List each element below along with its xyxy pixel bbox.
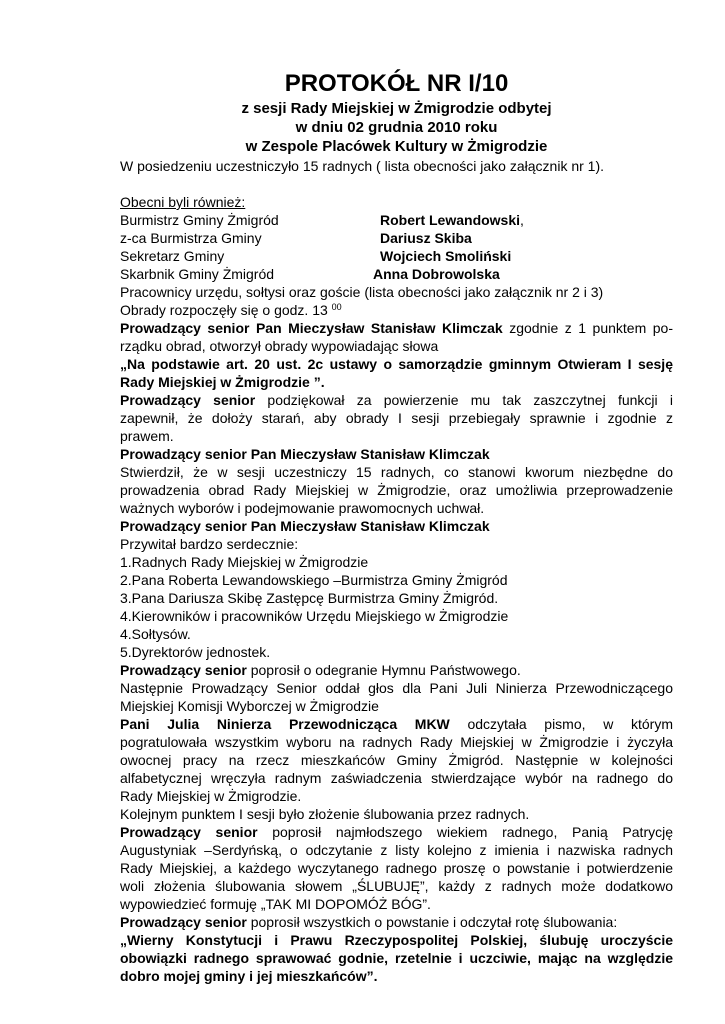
list-item: 2.Pana Roberta Lewandowskiego –Burmistrza Gminy Żmigród — [120, 572, 508, 588]
list-item: 4.Sołtysów. — [120, 626, 191, 642]
official-row — [120, 229, 673, 247]
paragraph-line: Pani Julia Ninierza Przewodnicząca MKW odczytała pismo, w którym — [120, 716, 673, 732]
paragraph-line: Augustyniak –Serdyńską, o odczytanie z listy kolejno z imienia i nazwiska radnych — [120, 842, 673, 858]
subtitle-line-1: z sesji Rady Miejskiej w Żmigrodzie odbytej — [241, 100, 552, 117]
opening-quote: Rady Miejskiej w Żmigrodzie ”. — [120, 374, 325, 390]
list-item: 3.Pana Dariusza Skibę Zastępcę Burmistrza Gminy Żmigród. — [120, 590, 499, 606]
official-role: Skarbnik Gminy Żmigród — [120, 266, 275, 282]
official-role: z-ca Burmistrza Gminy — [120, 230, 262, 246]
oath-text: „Wierny Konstytucji i Prawu Rzeczypospolitej Polskiej, ślubuję uroczyście — [120, 932, 673, 948]
paragraph-line: Prowadzący senior Pan Mieczysław Stanisław Klimczak zgodnie z 1 punktem po- — [120, 320, 673, 336]
attendance-text: W posiedzeniu uczestniczyło 15 radnych ( lista obecności jako załącznik nr 1). — [120, 158, 605, 174]
oath-text: dobro mojej gminy i jej mieszkańców”. — [120, 968, 378, 984]
paragraph-line: Rady Miejskiej w Żmigrodzie. — [120, 788, 302, 804]
paragraph-line: prawem. — [120, 428, 174, 444]
official-row — [120, 265, 673, 283]
list-item: 5.Dyrektorów jednostek. — [120, 644, 271, 660]
list-item: 4.Kierowników i pracowników Urzędu Miejskiego w Żmigrodzie — [120, 608, 509, 624]
subtitle-line-2: w dniu 02 grudnia 2010 roku — [295, 119, 498, 136]
chair-heading: Prowadzący senior Pan Mieczysław Stanisław Klimczak — [120, 446, 490, 462]
subtitle-line-3: w Zespole Placówek Kultury w Żmigrodzie — [245, 138, 548, 155]
paragraph-line: Rady Miejskiej, a każdego wyczytanego radnego proszę o powstanie i potwierdzenie — [120, 860, 673, 876]
official-name: Robert Lewandowski, — [380, 212, 524, 228]
oath-text: obowiązki radnego sprawować godnie, rzetelnie i uczciwie, mając na względzie — [120, 950, 673, 966]
official-name: Anna Dobrowolska — [373, 266, 500, 282]
opening-quote: „Na podstawie art. 20 ust. 2c ustawy o samorządzie gminnym Otwieram I sesję — [120, 356, 673, 372]
paragraph-line: Kolejnym punktem I sesji było złożenie ślubowania przez radnych. — [120, 806, 530, 822]
paragraph-line: pogratulowała wszystkim wyboru na radnych Rady Miejskiej w Żmigrodzie i życzyła — [120, 734, 673, 750]
paragraph-line: wypowiedzieć formuję „TAK MI DOPOMÓŻ BÓG”. — [120, 896, 431, 912]
paragraph-line: Prowadzący senior podziękował za powierzenie mu tak zaszczytnej funkcji i — [120, 392, 673, 408]
paragraph-line: rządku obrad, otworzył obrady wypowiadając słowa — [120, 338, 439, 354]
paragraph-line: Prowadzący senior poprosił o odegranie Hymnu Państwowego. — [120, 662, 521, 678]
paragraph-line: zapewnił, że dołoży starań, aby obrady I sesji przebiegały sprawnie i zgodnie z — [120, 410, 673, 426]
official-name: Wojciech Smoliński — [380, 248, 512, 264]
list-item: 1.Radnych Rady Miejskiej w Żmigrodzie — [120, 554, 369, 570]
paragraph-line: Następnie Prowadzący Senior oddał głos dla Pani Juli Ninierza Przewodniczącego — [120, 680, 673, 696]
official-role: Burmistrz Gminy Żmigród — [120, 212, 279, 228]
start-time: Obrady rozpoczęły się o godz. 13 $^{00}$ — [120, 302, 342, 318]
official-row — [120, 247, 673, 265]
paragraph-line: alfabetycznej wręczyła radnym zaświadczenia stwierdzające wybór na radnego do — [120, 770, 673, 786]
paragraph-line: owocnej pracy na rzecz mieszkańców Gminy Żmigród. Następnie w kolejności — [120, 752, 673, 768]
paragraph-line: prowadzenia obrad Rady Miejskiej w Żmigrodzie, oraz umożliwia przeprowadzenie — [120, 482, 673, 498]
paragraph-line: Stwierdził, że w sesji uczestniczy 15 radnych, co stanowi kworum niezbędne do — [120, 464, 673, 480]
paragraph-line: Miejskiej Komisji Wyborczej w Żmigrodzie — [120, 698, 379, 714]
paragraph-line: ważnych wyborów i podejmowanie prawomocnych uchwał. — [120, 500, 485, 516]
paragraph-line: Prowadzący senior poprosił najmłodszego wiekiem radnego, Panią Patrycję — [120, 824, 674, 840]
paragraph-line: Prowadzący senior poprosił wszystkich o powstanie i odczytał rotę ślubowania: — [120, 914, 618, 930]
document-title: PROTOKÓŁ NR I/10 — [284, 70, 509, 97]
chair-heading: Prowadzący senior Pan Mieczysław Stanisław Klimczak — [120, 518, 490, 534]
also-present-heading: Obecni byli również: — [120, 194, 246, 210]
employees-text: Pracownicy urzędu, sołtysi oraz goście (lista obecności jako załącznik nr 2 i 3) — [120, 284, 604, 300]
official-row — [120, 211, 673, 229]
official-name: Dariusz Skiba — [380, 230, 472, 246]
paragraph-line: woli złożenia ślubowania słowem „ŚLUBUJĘ”, każdy z radnych może dodatkowo — [120, 878, 673, 894]
official-role: Sekretarz Gminy — [120, 248, 225, 264]
greeting-text: Przywitał bardzo serdecznie: — [120, 536, 299, 552]
